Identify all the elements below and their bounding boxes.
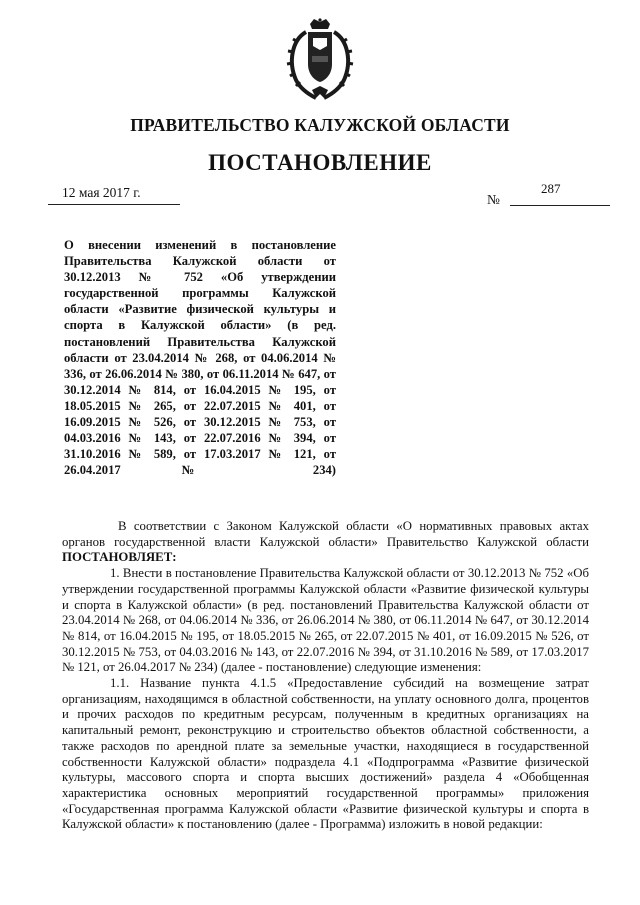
kaluga-coat-of-arms-icon	[284, 18, 356, 102]
document-body	[62, 519, 589, 833]
document-type-title: ПОСТАНОВЛЕНИЕ	[208, 150, 432, 175]
item-1-paragraph: 1. Внести в постановление Правительства Калужской области от 30.12.2013 № 752 «Об утверждении государственной программы Калужской области «Развитие физической культуры и спорта в Калужской области» (в ред. постановлений Правительства Калужской области от 23.04.2014 № 268, от 04.06.2014 № 336, от 26.06.2014 № 380, от 06.11.2014 № 647, от 30.12.2014 № 814, от 16.04.2015 № 195, от 18.05.2015 № 265, от 22.07.2015 № 401, от 16.09.2015 № 526, от 30.12.2015 № 753, от 04.03.2016 № 143, от 22.07.2016 № 394, от 31.10.2016 № 589, от 17.03.2017 № 121, от 26.04.2017 № 234) (далее - постановление) следующие изменения:	[62, 566, 589, 675]
document-subject: О внесении изменений в постановление Правительства Калужской области от 30.12.2013 № 752 «Об утверждении государственной программы Калужской области «Развитие физической культуры и спорта в Калужской области» (в ред. постановлений Правительства Калужской области от 23.04.2014 № 268, от 04.06.2014 № 336, от 26.06.2014 № 380, от 06.11.2014 № 647, от 30.12.2014 № 814, от 16.04.2015 № 195, от 18.05.2015 № 265, от 22.07.2015 № 401, от 16.09.2015 № 526, от 30.12.2015 № 753, от 04.03.2016 № 143, от 22.07.2016 № 394, от 31.10.2016 № 589, от 17.03.2017 № 121, от 26.04.2017 № 234)	[64, 238, 336, 478]
item-1-1-paragraph: 1.1. Название пункта 4.1.5 «Предоставление субсидий на возмещение затрат организациям, находящимся в областной собственности, на уплату основного долга, процентов и прочих расходов по кредитным ресурсам, полученным в кредитных организациях на капитальный ремонт, реконструкцию и строительство объектов областной собственности, а также расходов по арендной плате за земельные участки, находящиеся в государственной собственности Калужской области» подраздела 4.1 «Подпрограмма «Развитие физической культуры, массового спорта и спорта высших достижений» раздела 4 «Обобщенная характеристика основных мероприятий государственной программы» приложения «Государственная программа Калужской области «Развитие физической культуры и спорта в Калужской области» к постановлению (далее - Программа) изложить в новой редакции:	[62, 676, 589, 832]
date-underline	[48, 204, 180, 205]
document-number: 287	[541, 181, 561, 196]
number-underline	[510, 205, 610, 206]
number-sign: №	[487, 192, 500, 207]
preamble-paragraph	[62, 519, 589, 566]
document-date: 12 мая 2017 г.	[62, 185, 141, 200]
decree-word: ПОСТАНОВЛЯЕТ:	[62, 550, 177, 565]
preamble-text: В соответствии с Законом Калужской области «О нормативных правовых актах органов государственной власти Калужской области» Правительство Калужской области	[62, 519, 589, 549]
government-name: ПРАВИТЕЛЬСТВО КАЛУЖСКОЙ ОБЛАСТИ	[130, 115, 510, 135]
